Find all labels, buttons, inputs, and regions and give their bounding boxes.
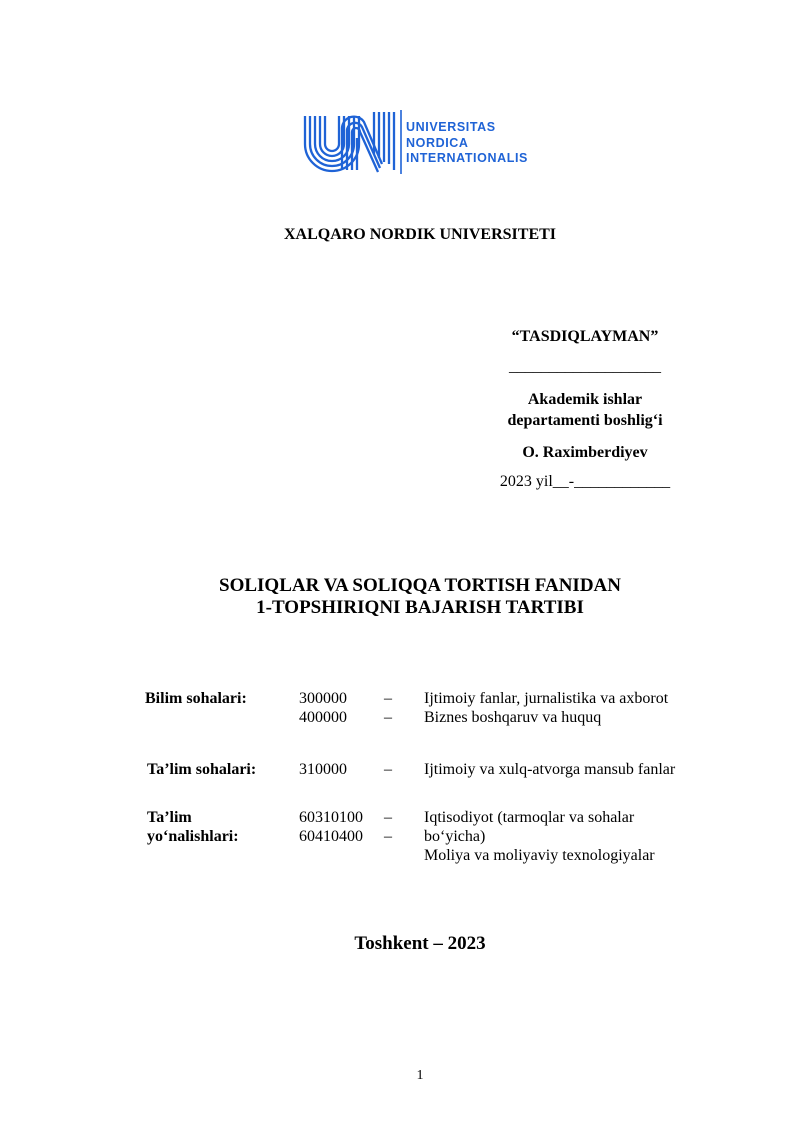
position-line-2: departamenti boshlig‘i bbox=[507, 412, 663, 429]
education-directions-label-1: Ta’lim bbox=[147, 809, 192, 826]
dash: – bbox=[384, 709, 392, 726]
city-year: Toshkent – 2023 bbox=[354, 933, 486, 954]
education-directions-label-2: yo‘nalishlari: bbox=[147, 828, 239, 845]
dash: – bbox=[384, 828, 392, 845]
knowledge-area-name: Ijtimoiy fanlar, jurnalistika va axborot bbox=[424, 690, 669, 707]
logo-wordmark bbox=[406, 120, 528, 167]
signature-line: ___________________ bbox=[509, 358, 661, 375]
position-line-1: Akademik ishlar bbox=[527, 391, 643, 408]
knowledge-area-code: 300000 bbox=[299, 690, 347, 707]
approver-name: O. Raximberdiyev bbox=[522, 444, 648, 461]
document-title bbox=[0, 575, 800, 619]
education-area-name: Ijtimoiy va xulq-atvorga mansub fanlar bbox=[424, 761, 676, 778]
dash: – bbox=[384, 809, 392, 826]
university-name: XALQARO NORDIK UNIVERSITETI bbox=[283, 226, 557, 243]
education-area-code: 310000 bbox=[299, 761, 347, 778]
education-direction-code: 60410400 bbox=[299, 828, 363, 845]
education-direction-name: bo‘yicha) bbox=[424, 828, 486, 845]
education-direction-name: Moliya va moliyaviy texnologiyalar bbox=[424, 847, 655, 864]
knowledge-area-name: Biznes boshqaruv va huquq bbox=[424, 709, 602, 726]
education-areas-label: Ta’lim sohalari: bbox=[147, 761, 257, 778]
document-title-line-1: SOLIQLAR VA SOLIQQA TORTISH FANIDAN bbox=[219, 575, 621, 596]
page-number: 1 bbox=[416, 1068, 424, 1083]
education-direction-code: 60310100 bbox=[299, 809, 363, 826]
logo-line-2: NORDICA bbox=[406, 135, 469, 150]
logo-line-3: INTERNATIONALIS bbox=[406, 151, 528, 165]
dash: – bbox=[384, 761, 392, 778]
dash: – bbox=[384, 690, 392, 707]
education-direction-name: Iqtisodiyot (tarmoqlar va sohalar bbox=[424, 809, 635, 826]
approval-title: “TASDIQLAYMAN” bbox=[511, 328, 659, 345]
document-title-line-2: 1-TOPSHIRIQNI BAJARISH TARTIBI bbox=[256, 597, 584, 618]
logo-line-1: UNIVERSITAS bbox=[406, 120, 496, 134]
approval-date: 2023 yil__-____________ bbox=[499, 473, 671, 490]
knowledge-area-code: 400000 bbox=[299, 709, 347, 726]
knowledge-areas-label: Bilim sohalari: bbox=[145, 690, 247, 707]
approval-block bbox=[490, 326, 680, 492]
